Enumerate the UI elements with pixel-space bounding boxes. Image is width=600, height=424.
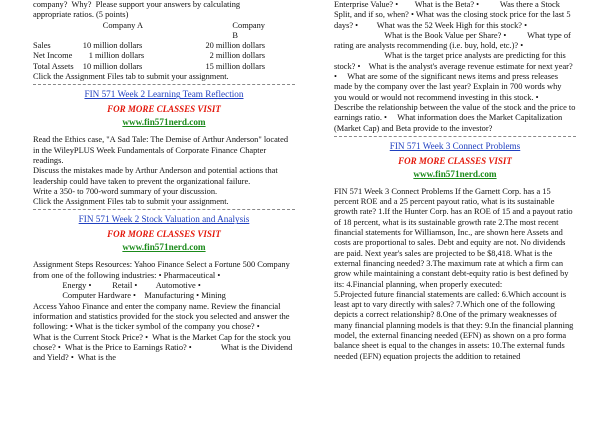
section-title-link[interactable]: FIN 571 Week 3 Connect Problems: [389, 140, 521, 151]
section-body: FIN 571 Week 3 Connect Problems If the Garnett Corp. has a 15 percent ROE and a 25 percent payout ratio, what is its sustainable growth rate? 1.If the Hunter Corp. has an ROE of 15 and a payout ratio of 18 percent, what is its sustainable growth rate 2.The most recent financial statements for Williamson, Inc., are shown here Assets and costs are proportional to sales. Debt and equity are not. No dividends are paid. Next year's sales are projected to be $8,418. What is the external financing needed? 3.The maximum rate at which a firm can grow while maintaining a constant debt-equity ratio is best defined by its: 4.Financial planning, when properly executed: 5.Projected future financial statements are called: 6.Which account is least apt to vary directly with sales? 7.Which one of the following depicts a correct relationship? 8.One of the primary weaknesses of many financial planning models is that they: 9.In the financial planning model, the external financing needed (EFN) as shown on a pro forma balance sheet is equal to the changes in assets: 10.The external funds needed (EFN) equation projects the addition to retained: [334, 186, 574, 361]
left-column: [33, 0, 295, 363]
section-divider: [33, 84, 295, 85]
right-column: [334, 0, 576, 362]
table-header-cell: Company A: [102, 20, 144, 30]
table-row: [33, 62, 271, 72]
table-cell: 1 million dollars: [88, 51, 145, 61]
website-link[interactable]: www.fin571nerd.com: [122, 117, 206, 128]
submit-instruction: Click the Assignment Files tab to submit your assignment.: [33, 72, 229, 82]
section-divider: [33, 209, 295, 210]
promo-banner: FOR MORE CLASSES VISIT: [107, 229, 221, 240]
table-row: [33, 51, 271, 61]
intro-line: company? Why? Please support your answers by calculating: [33, 0, 241, 9]
website-link[interactable]: www.fin571nerd.com: [413, 168, 497, 179]
promo-banner: FOR MORE CLASSES VISIT: [398, 155, 512, 166]
table-cell: Net Income: [33, 51, 73, 61]
table-cell: 15 million dollars: [205, 61, 265, 71]
section-divider: [334, 136, 576, 137]
section-title-link[interactable]: FIN 571 Week 2 Stock Valuation and Analysis: [78, 214, 250, 225]
table-cell: 20 million dollars: [205, 41, 265, 51]
table-cell: 2 million dollars: [209, 51, 265, 61]
section-body: Assignment Steps Resources: Yahoo Finance Select a Fortune 500 Company from one of the following industries: • Pharmaceutical • Energy • Retail • Automotive • Computer Hardware • Manufacturing • Mining Access Yahoo Finance and enter the company name. Review the financial information and statistics provided for the stock you selected and answer the following: • What is the ticker symbol of the company you chose? • What is the Current Stock Price? • What is the Market Cap for the stock you chose? • What is the Price to Earnings Ratio? • What is the Dividend and Yield? • What is the: [33, 260, 293, 363]
company-comparison-table: [33, 21, 271, 72]
table-cell: [33, 21, 75, 42]
section-body: Read the Ethics case, "A Sad Tale: The Demise of Arthur Anderson" located in the WileyPLUS Week Fundamentals of Corporate Finance Chapter readings. Discuss the mistakes made by Arthur Anderson and potential actions that leadership could have taken to prevent the organizational failure. Write a 350- to 700-word summary of your discussion. Click the Assignment Files tab to submit your assignment.: [33, 135, 289, 207]
table-cell: 10 million dollars: [82, 61, 143, 71]
table-cell: Sales: [33, 41, 51, 51]
intro-line: appropriate ratios. (5 points): [33, 10, 129, 20]
website-link[interactable]: www.fin571nerd.com: [122, 242, 206, 253]
table-cell: Total Assets: [33, 61, 74, 71]
table-header-row: [33, 21, 271, 42]
continued-text: Enterprise Value? • What is the Beta? • Was there a Stock Split, and if so, when? • What was the closing stock price for the last 5 days? • What was the 52 Week High for this stock? • What is the Book Value per Share? • What type of rating are analysts recommending (i.e. buy, hold, etc.)? • What is the target price analysts are predicting for this stock? • What is the analyst's average revenue estimate for next year? • What are some of the significant news items and press releases made by the company over the last year? Explain in 700 words why you would or would not recommend investing in this stock. • Describe the relationship between the value of the stock and the price to earnings ratio. • What information does the Market Capitalization (Market Cap) and Beta provide to the investor?: [334, 0, 576, 133]
table-row: [33, 41, 271, 51]
section-title-link[interactable]: FIN 571 Week 2 Learning Team Reflection: [84, 89, 244, 100]
promo-banner: FOR MORE CLASSES VISIT: [107, 104, 221, 115]
table-header-cell: Company B: [232, 20, 265, 40]
table-cell: 10 million dollars: [82, 41, 143, 51]
